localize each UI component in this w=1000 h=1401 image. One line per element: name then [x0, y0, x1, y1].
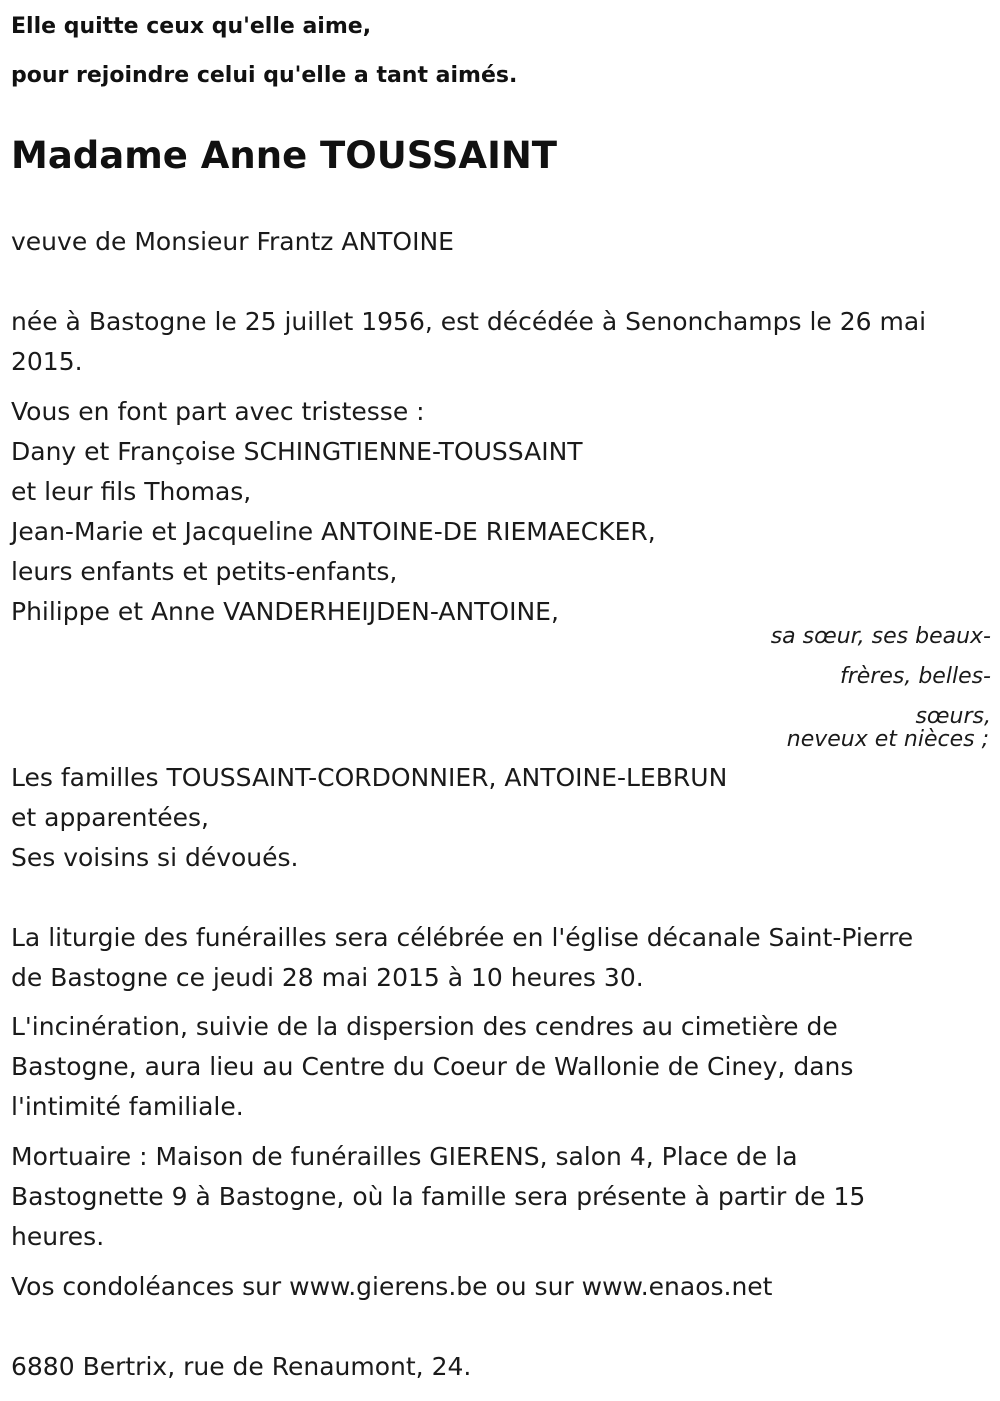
birth-death-line-2: 2015. — [11, 347, 83, 376]
mortuary-line-2: Bastognette 9 à Bastogne, où la famille sera présente à partir de 15 — [11, 1182, 866, 1211]
motto-line-1: Elle quitte ceux qu'elle aime, — [11, 14, 372, 39]
mortuary-line-3: heures. — [11, 1222, 105, 1251]
relation-line: sa sœur, ses beaux- — [770, 624, 991, 649]
family-member: leurs enfants et petits-enfants, — [11, 557, 398, 586]
liturgy-line-2: de Bastogne ce jeudi 28 mai 2015 à 10 heures 30. — [11, 963, 644, 992]
cremation-line-2: Bastogne, aura lieu au Centre du Coeur de Wallonie de Ciney, dans — [11, 1052, 854, 1081]
cremation-line-3: l'intimité familiale. — [11, 1092, 244, 1121]
other-family-line: Ses voisins si dévoués. — [11, 843, 299, 872]
liturgy-line-1: La liturgie des funérailles sera célébrée en l'église décanale Saint-Pierre — [11, 923, 914, 952]
motto-line-2: pour rejoindre celui qu'elle a tant aimés. — [11, 63, 518, 88]
mortuary-line-1: Mortuaire : Maison de funérailles GIERENS, salon 4, Place de la — [11, 1142, 798, 1171]
relation-line: neveux et nièces ; — [786, 727, 989, 752]
deceased-name: Madame Anne TOUSSAINT — [11, 134, 558, 177]
family-member: Jean-Marie et Jacqueline ANTOINE-DE RIEMAECKER, — [11, 517, 656, 546]
other-family-line: et apparentées, — [11, 803, 209, 832]
family-member: Philippe et Anne VANDERHEIJDEN-ANTOINE, — [11, 597, 559, 626]
family-member: Dany et Françoise SCHINGTIENNE-TOUSSAINT — [11, 437, 583, 466]
family-member: et leur fils Thomas, — [11, 477, 252, 506]
family-intro: Vous en font part avec tristesse : — [11, 397, 425, 426]
widow-of: veuve de Monsieur Frantz ANTOINE — [11, 227, 454, 256]
cremation-line-1: L'incinération, suivie de la dispersion des cendres au cimetière de — [11, 1012, 838, 1041]
relation-line: sœurs, — [915, 704, 991, 729]
condolences-line: Vos condoléances sur www.gierens.be ou sur www.enaos.net — [11, 1272, 773, 1301]
birth-death-line-1: née à Bastogne le 25 juillet 1956, est décédée à Senonchamps le 26 mai — [11, 307, 927, 336]
other-family-line: Les familles TOUSSAINT-CORDONNIER, ANTOINE-LEBRUN — [11, 763, 728, 792]
relation-line: frères, belles- — [839, 664, 991, 689]
address-line: 6880 Bertrix, rue de Renaumont, 24. — [11, 1352, 472, 1381]
